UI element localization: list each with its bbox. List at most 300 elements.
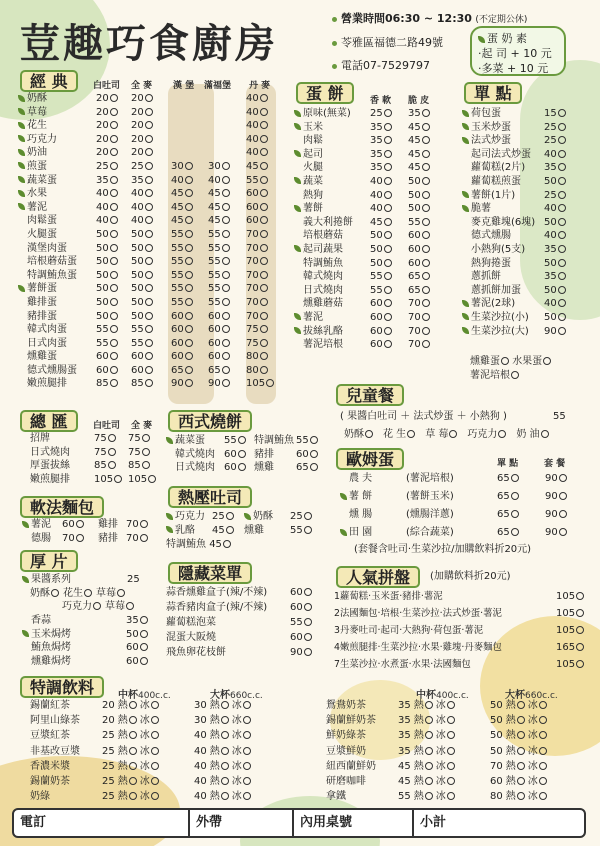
check-circle[interactable] bbox=[110, 339, 118, 347]
check-circle[interactable] bbox=[222, 189, 230, 197]
check-circle[interactable] bbox=[222, 352, 230, 360]
check-circle[interactable] bbox=[384, 272, 392, 280]
item-name bbox=[166, 585, 267, 600]
check-circle[interactable] bbox=[517, 777, 525, 785]
check-circle[interactable] bbox=[576, 643, 584, 651]
price-cell bbox=[408, 161, 430, 175]
check-circle[interactable] bbox=[422, 123, 430, 131]
check-circle[interactable] bbox=[222, 339, 230, 347]
check-circle[interactable] bbox=[222, 379, 230, 387]
check-circle[interactable] bbox=[126, 602, 134, 610]
check-circle[interactable] bbox=[110, 352, 118, 360]
check-circle[interactable] bbox=[110, 379, 118, 387]
check-circle[interactable] bbox=[140, 657, 148, 665]
check-circle[interactable] bbox=[384, 340, 392, 348]
check-circle[interactable] bbox=[539, 762, 547, 770]
check-circle[interactable] bbox=[145, 148, 153, 156]
price: 55 bbox=[208, 283, 221, 295]
check-circle[interactable] bbox=[222, 244, 230, 252]
check-circle[interactable] bbox=[145, 339, 153, 347]
check-circle[interactable] bbox=[558, 299, 566, 307]
check-circle[interactable] bbox=[384, 327, 392, 335]
check-circle[interactable] bbox=[222, 366, 230, 374]
check-circle[interactable] bbox=[145, 108, 153, 116]
check-circle[interactable] bbox=[422, 327, 430, 335]
check-circle[interactable] bbox=[422, 177, 430, 185]
check-circle[interactable] bbox=[576, 626, 584, 634]
item-label: 香濃米漿 bbox=[30, 760, 70, 772]
check-circle[interactable] bbox=[151, 792, 159, 800]
check-circle[interactable] bbox=[185, 244, 193, 252]
price-cell bbox=[171, 174, 193, 188]
check-circle[interactable] bbox=[422, 136, 430, 144]
check-circle[interactable] bbox=[260, 162, 268, 170]
check-circle[interactable] bbox=[422, 204, 430, 212]
check-circle[interactable] bbox=[260, 366, 268, 374]
check-circle[interactable] bbox=[425, 777, 433, 785]
check-circle[interactable] bbox=[51, 589, 59, 597]
check-circle[interactable] bbox=[260, 176, 268, 184]
check-circle[interactable] bbox=[145, 94, 153, 102]
item-label: 蘿蔔糕(2片) bbox=[471, 162, 526, 174]
check-circle[interactable] bbox=[260, 121, 268, 129]
check-circle[interactable] bbox=[517, 747, 525, 755]
check-circle[interactable] bbox=[145, 230, 153, 238]
check-circle[interactable] bbox=[260, 284, 268, 292]
check-circle[interactable] bbox=[145, 203, 153, 211]
check-circle[interactable] bbox=[511, 528, 519, 536]
check-circle[interactable] bbox=[222, 312, 230, 320]
check-circle[interactable] bbox=[558, 123, 566, 131]
price: 25 bbox=[290, 511, 303, 522]
check-circle[interactable] bbox=[558, 272, 566, 280]
check-circle[interactable] bbox=[151, 762, 159, 770]
check-circle[interactable] bbox=[76, 520, 84, 528]
check-circle[interactable] bbox=[222, 271, 230, 279]
check-circle[interactable] bbox=[185, 257, 193, 265]
check-circle[interactable] bbox=[243, 701, 251, 709]
check-circle[interactable] bbox=[558, 327, 566, 335]
check-circle[interactable] bbox=[260, 352, 268, 360]
check-circle[interactable] bbox=[422, 163, 430, 171]
price-cell bbox=[131, 364, 153, 378]
check-circle[interactable] bbox=[447, 777, 455, 785]
check-circle[interactable] bbox=[110, 162, 118, 170]
check-circle[interactable] bbox=[304, 618, 312, 626]
check-circle[interactable] bbox=[558, 163, 566, 171]
check-circle[interactable] bbox=[140, 616, 148, 624]
check-circle[interactable] bbox=[93, 602, 101, 610]
check-circle[interactable] bbox=[185, 379, 193, 387]
phone-order-field[interactable]: 電訂 bbox=[14, 810, 190, 836]
check-circle[interactable] bbox=[129, 701, 137, 709]
check-circle[interactable] bbox=[108, 434, 116, 442]
item-label: 煎蛋 bbox=[27, 160, 47, 172]
check-circle[interactable] bbox=[304, 588, 312, 596]
check-circle[interactable] bbox=[425, 716, 433, 724]
check-circle[interactable] bbox=[110, 108, 118, 116]
check-circle[interactable] bbox=[517, 731, 525, 739]
check-circle[interactable] bbox=[422, 340, 430, 348]
check-circle[interactable] bbox=[260, 94, 268, 102]
check-circle[interactable] bbox=[110, 216, 118, 224]
check-circle[interactable] bbox=[110, 135, 118, 143]
price: 65 bbox=[497, 491, 510, 502]
check-circle[interactable] bbox=[108, 461, 116, 469]
check-circle[interactable] bbox=[422, 313, 430, 321]
check-circle[interactable] bbox=[185, 298, 193, 306]
check-circle[interactable] bbox=[407, 430, 415, 438]
check-circle[interactable] bbox=[226, 526, 234, 534]
price-cell bbox=[208, 160, 230, 174]
check-circle[interactable] bbox=[517, 792, 525, 800]
check-circle[interactable] bbox=[384, 218, 392, 226]
check-circle[interactable] bbox=[151, 747, 159, 755]
check-circle[interactable] bbox=[221, 762, 229, 770]
check-circle[interactable] bbox=[221, 792, 229, 800]
price-cell bbox=[290, 600, 312, 615]
check-circle[interactable] bbox=[260, 216, 268, 224]
check-circle[interactable] bbox=[129, 762, 137, 770]
item-name bbox=[166, 434, 205, 448]
check-circle[interactable] bbox=[310, 436, 318, 444]
check-circle[interactable] bbox=[222, 162, 230, 170]
check-circle[interactable] bbox=[260, 230, 268, 238]
leaf-icon bbox=[18, 149, 25, 156]
check-circle[interactable] bbox=[310, 450, 318, 458]
check-circle[interactable] bbox=[145, 176, 153, 184]
price: 50 bbox=[131, 242, 144, 254]
check-circle[interactable] bbox=[145, 257, 153, 265]
check-circle[interactable] bbox=[260, 312, 268, 320]
check-circle[interactable] bbox=[185, 271, 193, 279]
check-circle[interactable] bbox=[384, 259, 392, 267]
check-circle[interactable] bbox=[185, 203, 193, 211]
check-circle[interactable] bbox=[185, 284, 193, 292]
check-circle[interactable] bbox=[110, 257, 118, 265]
check-circle[interactable] bbox=[185, 312, 193, 320]
check-circle[interactable] bbox=[222, 203, 230, 211]
check-circle[interactable] bbox=[222, 284, 230, 292]
check-circle[interactable] bbox=[129, 747, 137, 755]
check-circle[interactable] bbox=[576, 660, 584, 668]
item-name bbox=[22, 655, 71, 669]
check-circle[interactable] bbox=[114, 475, 122, 483]
check-circle[interactable] bbox=[110, 366, 118, 374]
check-circle[interactable] bbox=[221, 701, 229, 709]
check-circle[interactable] bbox=[151, 777, 159, 785]
check-circle[interactable] bbox=[266, 379, 274, 387]
check-circle[interactable] bbox=[447, 731, 455, 739]
check-circle[interactable] bbox=[260, 203, 268, 211]
check-circle[interactable] bbox=[145, 135, 153, 143]
col-white: 白吐司 bbox=[93, 421, 121, 431]
check-circle[interactable] bbox=[304, 512, 312, 520]
check-circle[interactable] bbox=[576, 609, 584, 617]
subtotal-field[interactable]: 小計 bbox=[420, 815, 447, 830]
check-circle[interactable] bbox=[447, 762, 455, 770]
check-circle[interactable] bbox=[539, 701, 547, 709]
check-circle[interactable] bbox=[185, 230, 193, 238]
check-circle[interactable] bbox=[384, 123, 392, 131]
check-circle[interactable] bbox=[110, 121, 118, 129]
check-circle[interactable] bbox=[110, 176, 118, 184]
check-circle[interactable] bbox=[384, 163, 392, 171]
check-circle[interactable] bbox=[559, 474, 567, 482]
check-circle[interactable] bbox=[185, 162, 193, 170]
check-circle[interactable] bbox=[422, 245, 430, 253]
check-circle[interactable] bbox=[151, 716, 159, 724]
check-circle[interactable] bbox=[117, 589, 125, 597]
check-circle[interactable] bbox=[185, 325, 193, 333]
check-circle[interactable] bbox=[260, 189, 268, 197]
check-circle[interactable] bbox=[145, 121, 153, 129]
price: 55 bbox=[171, 228, 184, 240]
check-circle[interactable] bbox=[238, 450, 246, 458]
check-circle[interactable] bbox=[185, 339, 193, 347]
check-circle[interactable] bbox=[558, 204, 566, 212]
check-circle[interactable] bbox=[260, 339, 268, 347]
check-circle[interactable] bbox=[185, 366, 193, 374]
check-circle[interactable] bbox=[145, 189, 153, 197]
check-circle[interactable] bbox=[142, 448, 150, 456]
item-label: 嫩煎腿排 bbox=[27, 378, 67, 390]
check-circle[interactable] bbox=[145, 216, 153, 224]
check-circle[interactable] bbox=[559, 528, 567, 536]
check-circle[interactable] bbox=[110, 148, 118, 156]
check-circle[interactable] bbox=[243, 777, 251, 785]
check-circle[interactable] bbox=[558, 191, 566, 199]
check-circle[interactable] bbox=[129, 731, 137, 739]
check-circle[interactable] bbox=[145, 244, 153, 252]
check-circle[interactable] bbox=[425, 762, 433, 770]
check-circle[interactable] bbox=[539, 716, 547, 724]
check-circle[interactable] bbox=[425, 701, 433, 709]
check-circle[interactable] bbox=[140, 520, 148, 528]
check-circle[interactable] bbox=[425, 792, 433, 800]
check-circle[interactable] bbox=[110, 203, 118, 211]
check-circle[interactable] bbox=[384, 286, 392, 294]
item-name bbox=[18, 310, 57, 324]
check-circle[interactable] bbox=[185, 352, 193, 360]
check-circle[interactable] bbox=[511, 474, 519, 482]
check-circle[interactable] bbox=[185, 216, 193, 224]
check-circle[interactable] bbox=[384, 245, 392, 253]
check-circle[interactable] bbox=[151, 701, 159, 709]
check-circle[interactable] bbox=[221, 731, 229, 739]
check-circle[interactable] bbox=[129, 777, 137, 785]
check-circle[interactable] bbox=[304, 633, 312, 641]
check-circle[interactable] bbox=[148, 475, 156, 483]
check-circle[interactable] bbox=[422, 218, 430, 226]
check-circle[interactable] bbox=[110, 94, 118, 102]
check-circle[interactable] bbox=[145, 366, 153, 374]
check-circle[interactable] bbox=[365, 430, 373, 438]
check-circle[interactable] bbox=[84, 589, 92, 597]
check-circle[interactable] bbox=[260, 325, 268, 333]
check-circle[interactable] bbox=[145, 271, 153, 279]
check-circle[interactable] bbox=[243, 747, 251, 755]
check-circle[interactable] bbox=[384, 204, 392, 212]
check-circle[interactable] bbox=[243, 762, 251, 770]
check-circle[interactable] bbox=[422, 231, 430, 239]
leaf-icon bbox=[462, 137, 469, 144]
check-circle[interactable] bbox=[243, 731, 251, 739]
check-circle[interactable] bbox=[422, 191, 430, 199]
check-circle[interactable] bbox=[140, 534, 148, 542]
check-circle[interactable] bbox=[222, 325, 230, 333]
check-circle[interactable] bbox=[243, 716, 251, 724]
check-circle[interactable] bbox=[260, 298, 268, 306]
check-circle[interactable] bbox=[110, 230, 118, 238]
check-circle[interactable] bbox=[304, 603, 312, 611]
check-circle[interactable] bbox=[145, 162, 153, 170]
check-circle[interactable] bbox=[310, 463, 318, 471]
check-circle[interactable] bbox=[110, 244, 118, 252]
check-circle[interactable] bbox=[558, 136, 566, 144]
check-circle[interactable] bbox=[384, 231, 392, 239]
check-circle[interactable] bbox=[145, 352, 153, 360]
check-circle[interactable] bbox=[129, 792, 137, 800]
check-circle[interactable] bbox=[539, 792, 547, 800]
check-circle[interactable] bbox=[304, 526, 312, 534]
check-circle[interactable] bbox=[447, 716, 455, 724]
check-circle[interactable] bbox=[145, 379, 153, 387]
item-name bbox=[22, 641, 71, 655]
check-circle[interactable] bbox=[185, 189, 193, 197]
check-circle[interactable] bbox=[559, 492, 567, 500]
check-circle[interactable] bbox=[425, 731, 433, 739]
check-circle[interactable] bbox=[558, 231, 566, 239]
check-circle[interactable] bbox=[517, 701, 525, 709]
price-cell bbox=[370, 121, 392, 135]
check-circle[interactable] bbox=[238, 436, 246, 444]
check-circle[interactable] bbox=[447, 701, 455, 709]
check-circle[interactable] bbox=[558, 177, 566, 185]
price-cell bbox=[208, 377, 230, 391]
hot-label: 熱 bbox=[413, 760, 424, 772]
item-label: 薯餅(1片) bbox=[471, 189, 516, 201]
check-circle[interactable] bbox=[511, 492, 519, 500]
check-circle[interactable] bbox=[222, 216, 230, 224]
price: 50 bbox=[490, 745, 503, 757]
check-circle[interactable] bbox=[221, 777, 229, 785]
table-number-field[interactable]: 內用桌號 bbox=[294, 810, 414, 836]
check-circle[interactable] bbox=[541, 430, 549, 438]
check-circle[interactable] bbox=[558, 150, 566, 158]
check-circle[interactable] bbox=[449, 430, 457, 438]
item-name bbox=[254, 461, 274, 475]
check-circle[interactable] bbox=[260, 244, 268, 252]
check-circle[interactable] bbox=[558, 218, 566, 226]
check-circle[interactable] bbox=[511, 510, 519, 518]
check-circle[interactable] bbox=[110, 284, 118, 292]
check-circle[interactable] bbox=[539, 777, 547, 785]
check-circle[interactable] bbox=[422, 150, 430, 158]
check-circle[interactable] bbox=[498, 430, 506, 438]
check-circle[interactable] bbox=[384, 150, 392, 158]
check-circle[interactable] bbox=[185, 176, 193, 184]
check-circle[interactable] bbox=[145, 284, 153, 292]
check-circle[interactable] bbox=[140, 643, 148, 651]
check-circle[interactable] bbox=[222, 257, 230, 265]
check-circle[interactable] bbox=[447, 747, 455, 755]
check-circle[interactable] bbox=[447, 792, 455, 800]
check-circle[interactable] bbox=[558, 313, 566, 321]
check-circle[interactable] bbox=[76, 534, 84, 542]
check-circle[interactable] bbox=[145, 312, 153, 320]
check-circle[interactable] bbox=[222, 298, 230, 306]
check-circle[interactable] bbox=[384, 136, 392, 144]
check-circle[interactable] bbox=[384, 313, 392, 321]
check-circle[interactable] bbox=[539, 747, 547, 755]
check-circle[interactable] bbox=[558, 245, 566, 253]
check-circle[interactable] bbox=[260, 108, 268, 116]
check-circle[interactable] bbox=[422, 259, 430, 267]
check-circle[interactable] bbox=[110, 325, 118, 333]
check-circle[interactable] bbox=[260, 271, 268, 279]
check-circle[interactable] bbox=[384, 109, 392, 117]
jam-flavors bbox=[62, 600, 138, 614]
check-circle[interactable] bbox=[142, 434, 150, 442]
check-circle[interactable] bbox=[539, 731, 547, 739]
check-circle[interactable] bbox=[222, 176, 230, 184]
menu-item bbox=[334, 656, 584, 673]
check-circle[interactable] bbox=[129, 716, 137, 724]
check-circle[interactable] bbox=[517, 716, 525, 724]
check-circle[interactable] bbox=[384, 299, 392, 307]
check-circle[interactable] bbox=[142, 461, 150, 469]
check-circle[interactable] bbox=[145, 325, 153, 333]
check-circle[interactable] bbox=[304, 648, 312, 656]
check-circle[interactable] bbox=[425, 747, 433, 755]
check-circle[interactable] bbox=[422, 109, 430, 117]
check-circle[interactable] bbox=[145, 298, 153, 306]
check-circle[interactable] bbox=[238, 463, 246, 471]
check-circle[interactable] bbox=[559, 510, 567, 518]
check-circle[interactable] bbox=[110, 189, 118, 197]
check-circle[interactable] bbox=[260, 257, 268, 265]
check-circle[interactable] bbox=[422, 272, 430, 280]
check-circle[interactable] bbox=[384, 191, 392, 199]
check-circle[interactable] bbox=[422, 286, 430, 294]
price: 40 bbox=[208, 174, 221, 186]
check-circle[interactable] bbox=[221, 716, 229, 724]
check-circle[interactable] bbox=[558, 109, 566, 117]
check-circle[interactable] bbox=[422, 299, 430, 307]
check-circle[interactable] bbox=[260, 148, 268, 156]
check-circle[interactable] bbox=[558, 259, 566, 267]
check-circle[interactable] bbox=[110, 312, 118, 320]
hot-label: 熱 bbox=[117, 791, 128, 803]
check-circle[interactable] bbox=[110, 271, 118, 279]
check-circle[interactable] bbox=[226, 512, 234, 520]
check-circle[interactable] bbox=[222, 230, 230, 238]
check-circle[interactable] bbox=[558, 286, 566, 294]
check-circle[interactable] bbox=[384, 177, 392, 185]
check-circle[interactable] bbox=[140, 630, 148, 638]
check-circle[interactable] bbox=[221, 747, 229, 755]
takeout-field[interactable]: 外帶 bbox=[190, 810, 294, 836]
check-circle[interactable] bbox=[576, 592, 584, 600]
check-circle[interactable] bbox=[110, 298, 118, 306]
item-name bbox=[30, 713, 80, 728]
check-circle[interactable] bbox=[108, 448, 116, 456]
check-circle[interactable] bbox=[260, 135, 268, 143]
check-circle[interactable] bbox=[243, 792, 251, 800]
check-circle[interactable] bbox=[151, 731, 159, 739]
check-circle[interactable] bbox=[517, 762, 525, 770]
